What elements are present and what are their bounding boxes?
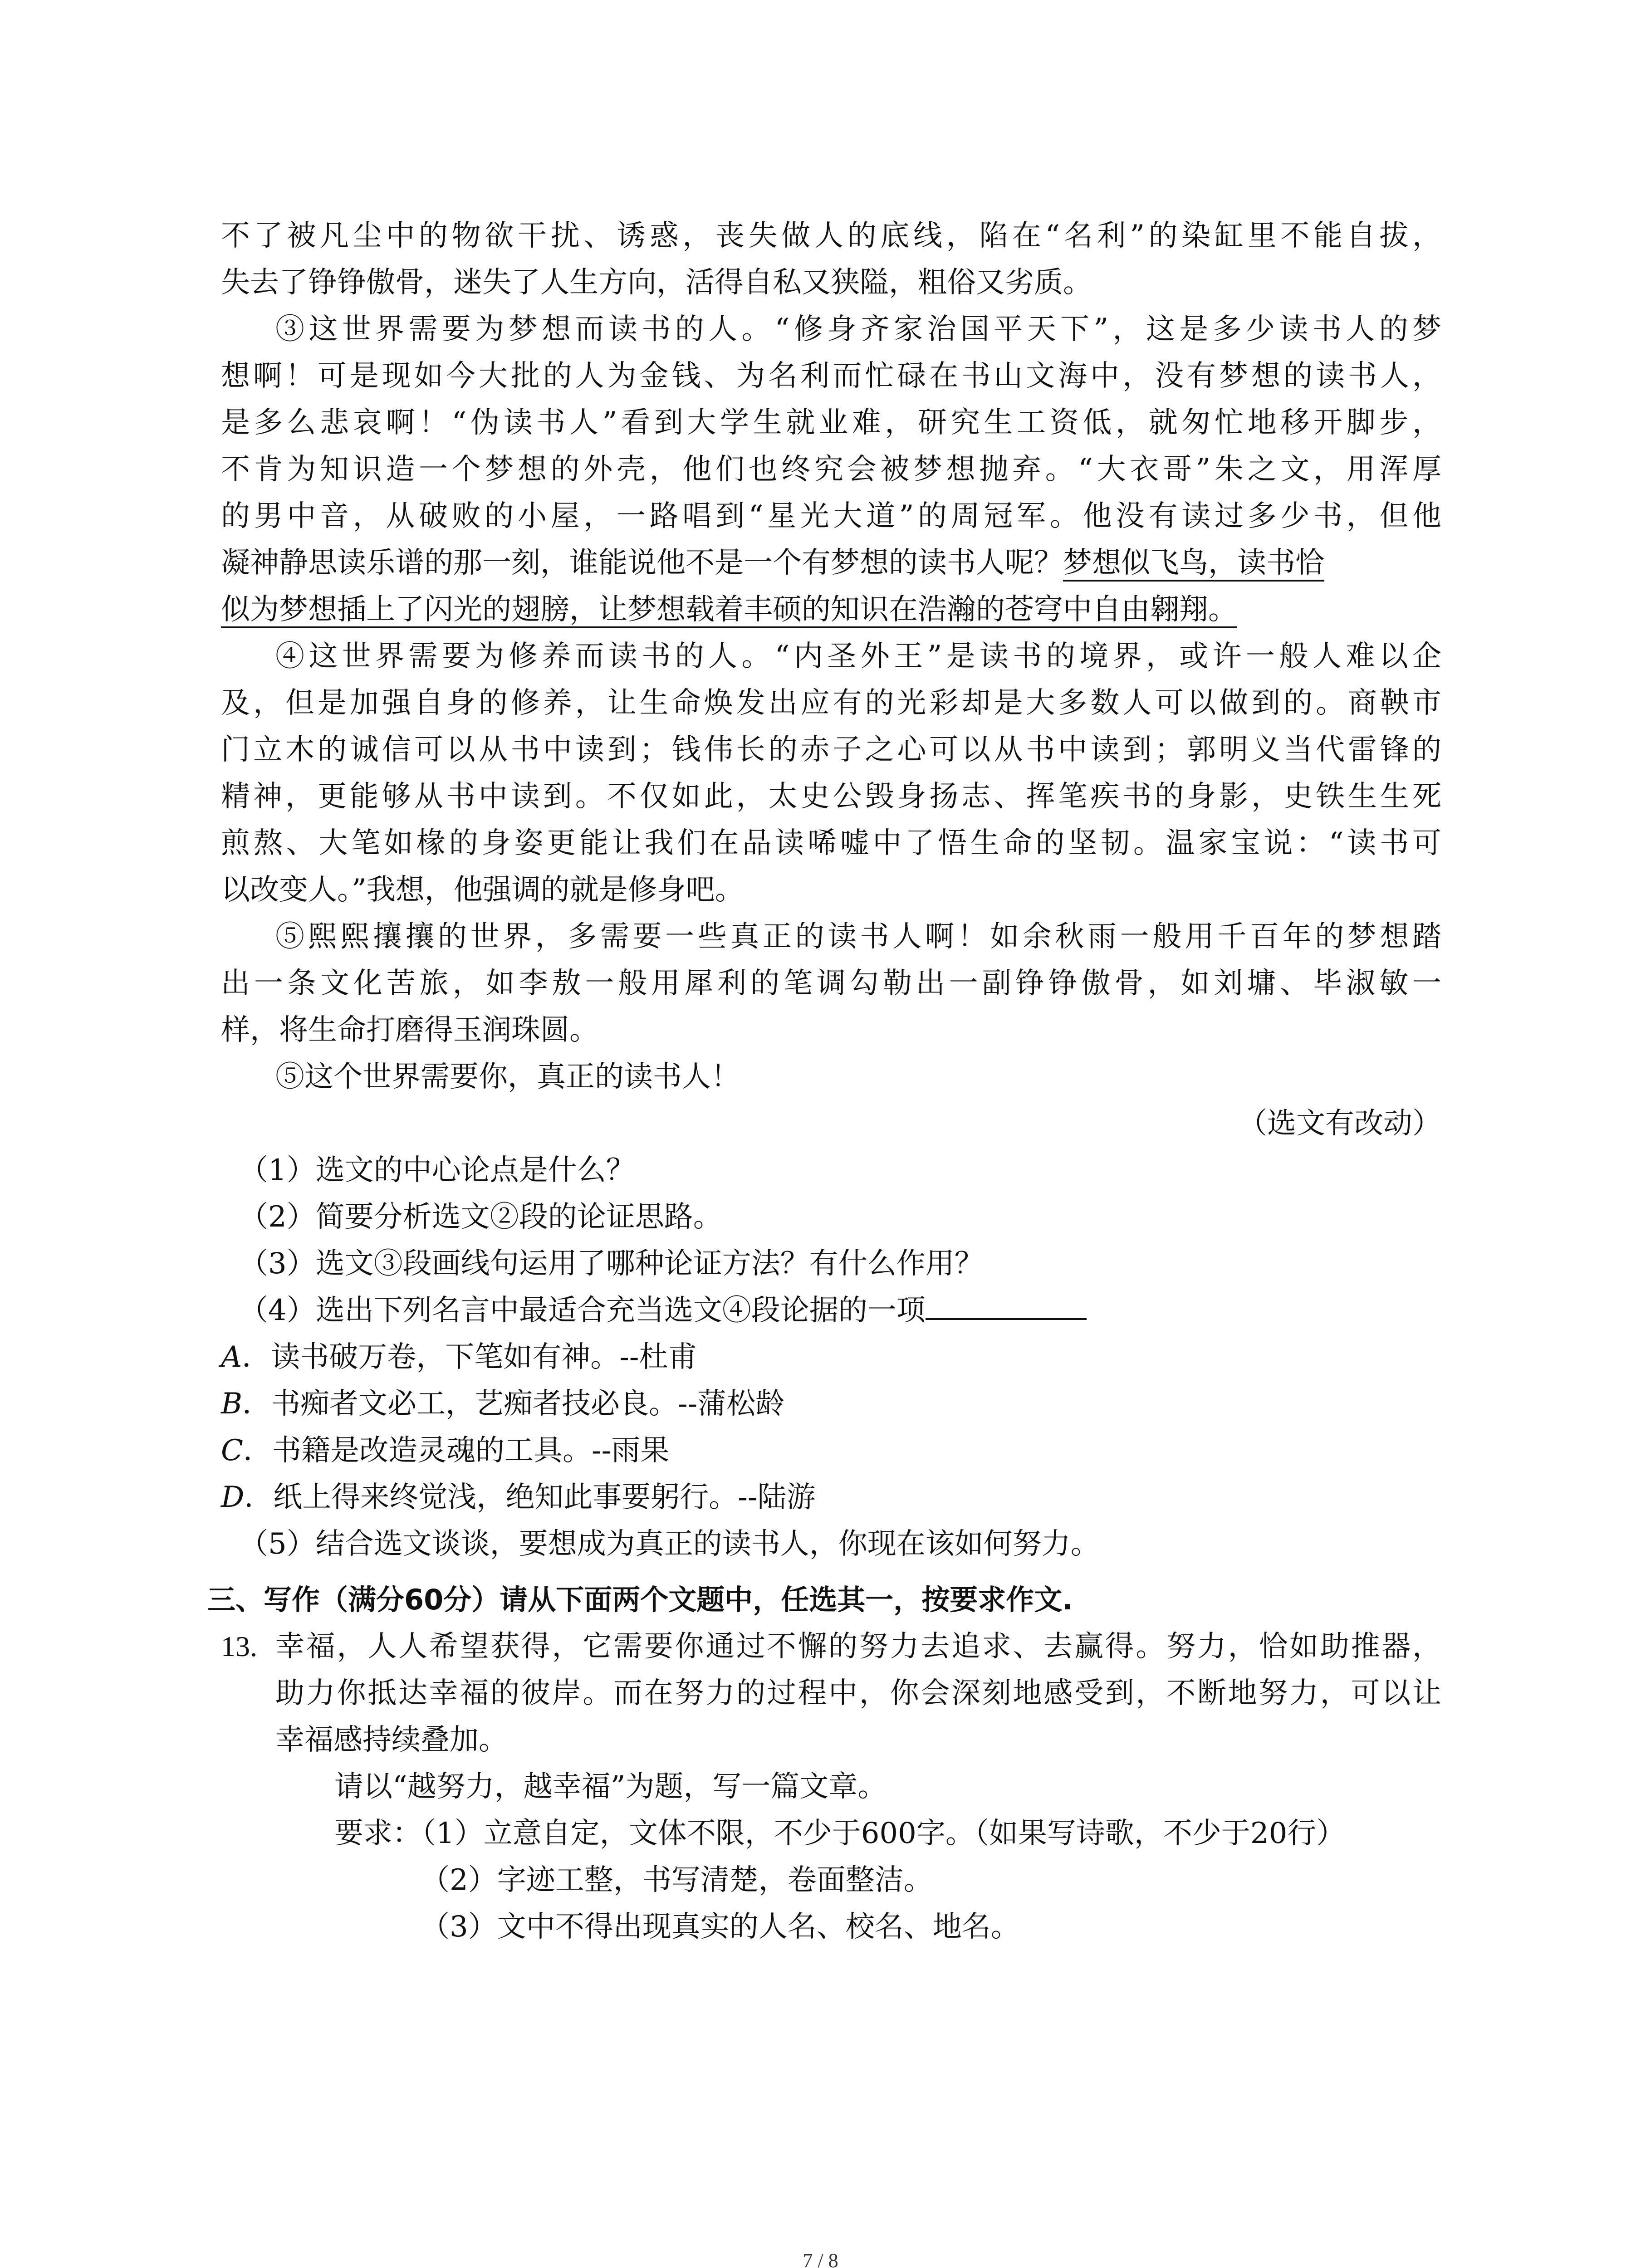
passage-line: ⑤熙熙攘攘的世界，多需要一些真正的读书人啊！如余秋雨一般用千百年的梦想踏	[275, 920, 1441, 953]
passage-text: 凝神静思读乐谱的那一刻，谁能说他不是一个有梦想的读书人呢？	[221, 546, 1063, 580]
option-letter: A	[221, 1340, 242, 1374]
section-heading: 三、写作（满分60分）请从下面两个文题中，任选其一，按要求作文.	[207, 1583, 1073, 1616]
option-text: ．书痴者文必工，艺痴者技必良。--蒲松龄	[242, 1387, 785, 1421]
writing-prompt: 请以“越努力，越幸福”为题，写一篇文章。	[334, 1770, 887, 1804]
question-4-text: （4）选出下列名言中最适合充当选文④段论据的一项	[239, 1294, 926, 1327]
passage-line: 出一条文化苦旅，如李敖一般用犀利的笔调勾勒出一副铮铮傲骨，如刘墉、毕淑敏一	[221, 967, 1441, 1000]
option-a	[221, 1334, 697, 1380]
passage-line: ④这世界需要为修养而读书的人。“内圣外王”是读书的境界，或许一般人难以企	[275, 640, 1441, 673]
passage-line: 煎熬、大笔如椽的身姿更能让我们在品读唏嘘中了悟生命的坚韧。温家宝说：“读书可	[221, 826, 1441, 860]
option-letter: B	[221, 1387, 243, 1421]
passage-line: 不了被凡尘中的物欲干扰、诱惑，丧失做人的底线，陷在“名利”的染缸里不能自拔，	[221, 219, 1441, 253]
option-c	[221, 1428, 669, 1473]
passage-line: 门立木的诚信可以从书中读到；钱伟长的赤子之心可以从书中读到；郭明义当代雷锋的	[221, 733, 1441, 767]
requirement-2: （2）字迹工整，书写清楚，卷面整洁。	[421, 1863, 933, 1897]
option-text: ．纸上得来终觉浅，绝知此事要躬行。--陆游	[244, 1481, 816, 1514]
question-13-line: 幸福，人人希望获得，它需要你通过不懈的努力去追求、去赢得。努力，恰如助推器，	[275, 1630, 1441, 1663]
passage-line: 失去了铮铮傲骨，迷失了人生方向，活得自私又狭隘，粗俗又劣质。	[221, 266, 1092, 299]
question-4	[239, 1288, 1087, 1333]
option-d	[221, 1475, 816, 1520]
source-note: （选文有改动）	[1238, 1107, 1441, 1140]
question-13-number: 13.	[221, 1630, 257, 1662]
passage-line: ⑤这个世界需要你，真正的读书人！	[275, 1060, 740, 1094]
passage-line: 以改变人。”我想，他强调的就是修身吧。	[221, 873, 744, 907]
page-number: 7 / 8	[803, 2249, 838, 2268]
question-3: （3）选文③段画线句运用了哪种论证方法？有什么作用？	[239, 1247, 984, 1281]
passage-line: 样，将生命打磨得玉润珠圆。	[221, 1013, 598, 1047]
passage-line	[221, 587, 1237, 632]
option-letter: D	[221, 1481, 245, 1514]
question-2: （2）简要分析选文②段的论证思路。	[239, 1200, 722, 1234]
question-13-line: 助力你抵达幸福的彼岸。而在努力的过程中，你会深刻地感受到，不断地努力，可以让	[275, 1677, 1441, 1710]
passage-line: 不肯为知识造一个梦想的外壳，他们也终究会被梦想抛弃。“大衣哥”朱之文，用浑厚	[221, 453, 1441, 486]
underlined-sentence: 似为梦想插上了闪光的翅膀，让梦想载着丰硕的知识在浩瀚的苍穹中自由翱翔。	[221, 593, 1237, 628]
passage-line: 及，但是加强自身的修养，让生命焕发出应有的光彩却是大多数人可以做到的。商鞅市	[221, 686, 1441, 720]
passage-line: 是多么悲哀啊！“伪读书人”看到大学生就业难，研究生工资低，就匆忙地移开脚步，	[221, 406, 1441, 440]
option-text: ．读书破万卷，下笔如有神。--杜甫	[242, 1340, 697, 1374]
passage-line: 的男中音，从破败的小屋，一路唱到“星光大道”的周冠军。他没有读过多少书，但他	[221, 499, 1441, 533]
question-5: （5）结合选文谈谈，要想成为真正的读书人，你现在该如何努力。	[239, 1527, 1100, 1561]
requirement-3: （3）文中不得出现真实的人名、校名、地名。	[421, 1910, 1020, 1944]
question-1: （1）选文的中心论点是什么？	[239, 1154, 635, 1187]
answer-blank	[926, 1291, 1087, 1320]
option-letter: C	[221, 1434, 243, 1467]
passage-line: 精神，更能够从书中读到。不仅如此，太史公毁身扬志、挥笔疾书的身影，史铁生生死	[221, 780, 1441, 813]
question-13-line: 幸福感持续叠加。	[275, 1723, 508, 1757]
underlined-sentence: 梦想似飞鸟，读书恰	[1063, 546, 1324, 582]
passage-line: 想啊！可是现如今大批的人为金钱、为名利而忙碌在书山文海中，没有梦想的读书人，	[221, 359, 1441, 393]
requirement-1: 要求：（1）立意自定，文体不限，不少于600字。（如果写诗歌，不少于20行）	[334, 1817, 1346, 1850]
passage-line: ③这世界需要为梦想而读书的人。“修身齐家治国平天下”，这是多少读书人的梦	[275, 313, 1441, 346]
option-text: ．书籍是改造灵魂的工具。--雨果	[243, 1434, 670, 1467]
option-b	[221, 1381, 784, 1427]
passage-line	[221, 540, 1324, 586]
